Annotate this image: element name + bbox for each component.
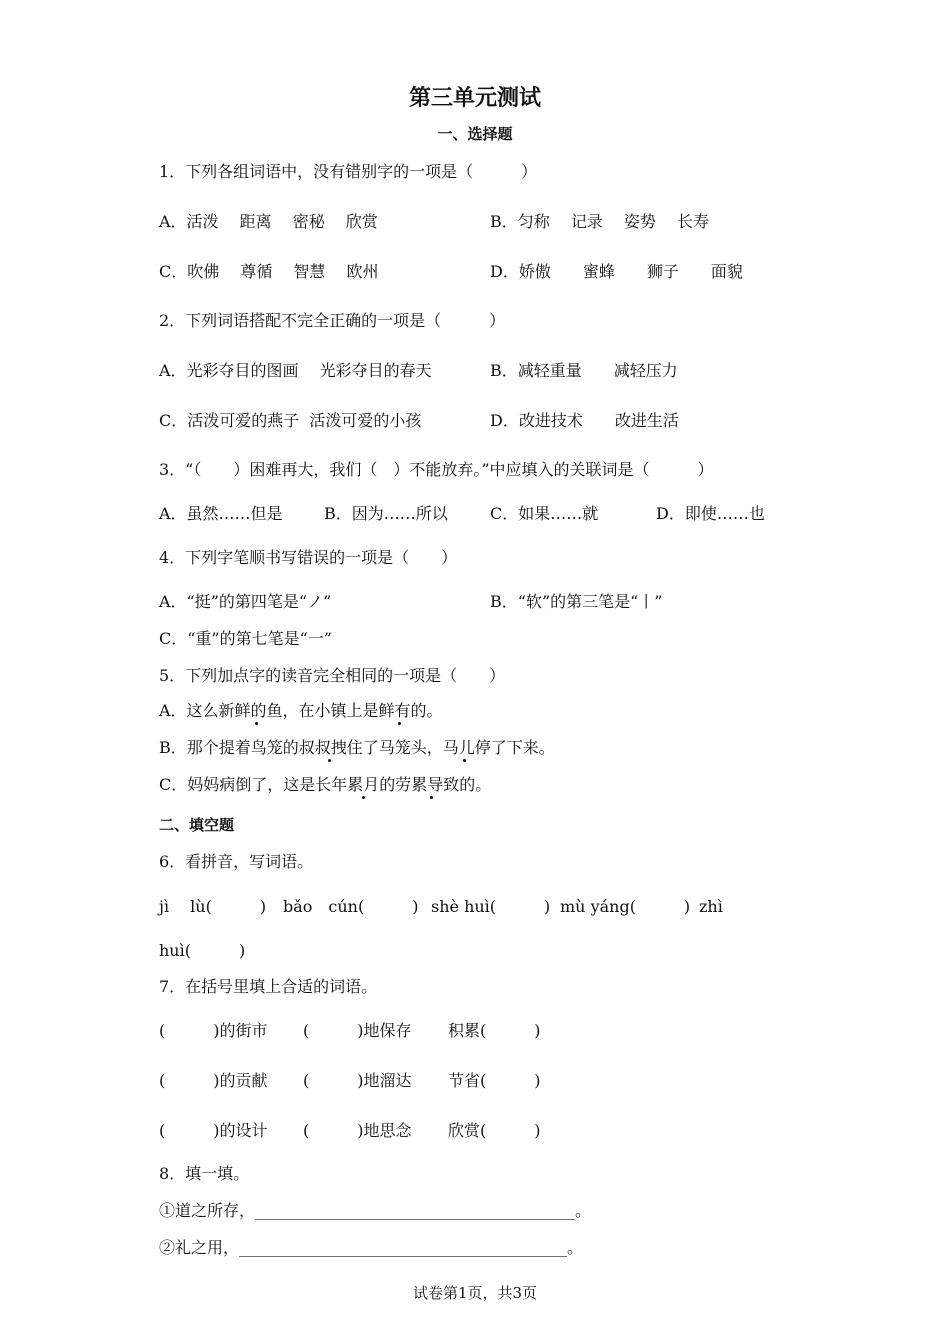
question-2-stem: 2．下列词语搭配不完全正确的一项是（ ） [159,311,506,330]
question-6-stem: 6．看拼音，写词语。 [159,852,314,871]
question-2-option-b: B．减轻重量 减轻压力 [490,361,678,380]
question-2-option-c: C．活泼可爱的燕子 活泼可爱的小孩 [159,411,422,430]
question-4-option-c: C．“重”的第七笔是“一” [159,629,332,648]
emphasis-dot [430,796,433,799]
fill-blank-item: ( )地溜达 [303,1071,412,1090]
question-1-option-a: A．活泼 距离 密秘 欣赏 [159,212,378,231]
question-4-option-b: B．“软”的第三笔是“丨” [490,592,663,611]
question-2-option-d: D．改进技术 改进生活 [490,411,679,430]
pinyin-item: shè huì( ) [431,897,551,916]
question-1-option-b: B．匀称 记录 姿势 长寿 [490,212,710,231]
emphasis-dot [362,796,365,799]
question-5-option-b: B．那个提着鸟笼的叔叔拽住了马笼头，马儿停了下来。 [159,738,555,757]
fill-line-1: ①道之所存，________________________________________。 [159,1201,592,1220]
fill-blank-item: ( )的街市 [159,1021,268,1040]
fill-blank-item: ( )地思念 [303,1121,412,1140]
fill-blank-item: 节省( ) [448,1071,541,1090]
fill-line-2: ②礼之用，_________________________________________。 [159,1238,584,1257]
question-4-option-a: A．“挺”的第四笔是“ノ” [159,592,332,611]
question-3-option-c: C．如果……就 [490,504,599,523]
pinyin-item: huì( ) [159,941,246,960]
question-3-option-a: A．虽然……但是 [159,504,283,523]
question-7-stem: 7．在括号里填上合适的词语。 [159,977,378,996]
page-footer: 试卷第1页，共3页 [412,1284,538,1302]
question-3-option-b: B．因为……所以 [324,504,448,523]
emphasis-dot [398,722,401,725]
question-8-stem: 8．填一填。 [159,1164,250,1183]
fill-blank-item: ( )的贡献 [159,1071,268,1090]
fill-blank-item: ( )地保存 [303,1021,412,1040]
section-heading-choice: 一、选择题 [437,125,513,143]
question-4-stem: 4．下列字笔顺书写错误的一项是（ ） [159,548,458,567]
question-3-stem: 3．“（ ）困难再大，我们（ ）不能放弃。”中应填入的关联词是（ ） [159,460,714,479]
pinyin-item: jì lù( ) [159,897,267,916]
fill-blank-item: 积累( ) [448,1021,541,1040]
question-2-option-a: A．光彩夺目的图画 光彩夺目的春天 [159,361,432,380]
page-title: 第三单元测试 [408,86,541,111]
question-5-stem: 5．下列加点字的读音完全相同的一项是（ ） [159,666,506,685]
question-1-stem: 1．下列各组词语中，没有错别字的一项是（ ） [159,162,538,181]
question-1-option-c: C．吹佛 尊循 智慧 欧州 [159,262,379,281]
pinyin-item: bǎo cún( ) [283,897,419,916]
emphasis-dot [255,722,258,725]
fill-blank-item: ( )的设计 [159,1121,268,1140]
pinyin-item: zhì [699,897,723,916]
section-heading-fill: 二、填空题 [159,816,235,834]
question-1-option-d: D．娇傲 蜜蜂 狮子 面貌 [490,262,743,281]
question-5-option-a: A．这么新鲜的鱼，在小镇上是鲜有的。 [159,701,443,720]
question-5-option-c: C．妈妈病倒了，这是长年累月的劳累导致的。 [159,775,492,794]
pinyin-item: mù yáng( ) [560,897,691,916]
emphasis-dot [328,759,331,762]
question-3-option-d: D．即使……也 [656,504,765,523]
emphasis-dot [463,759,466,762]
fill-blank-item: 欣赏( ) [448,1121,541,1140]
